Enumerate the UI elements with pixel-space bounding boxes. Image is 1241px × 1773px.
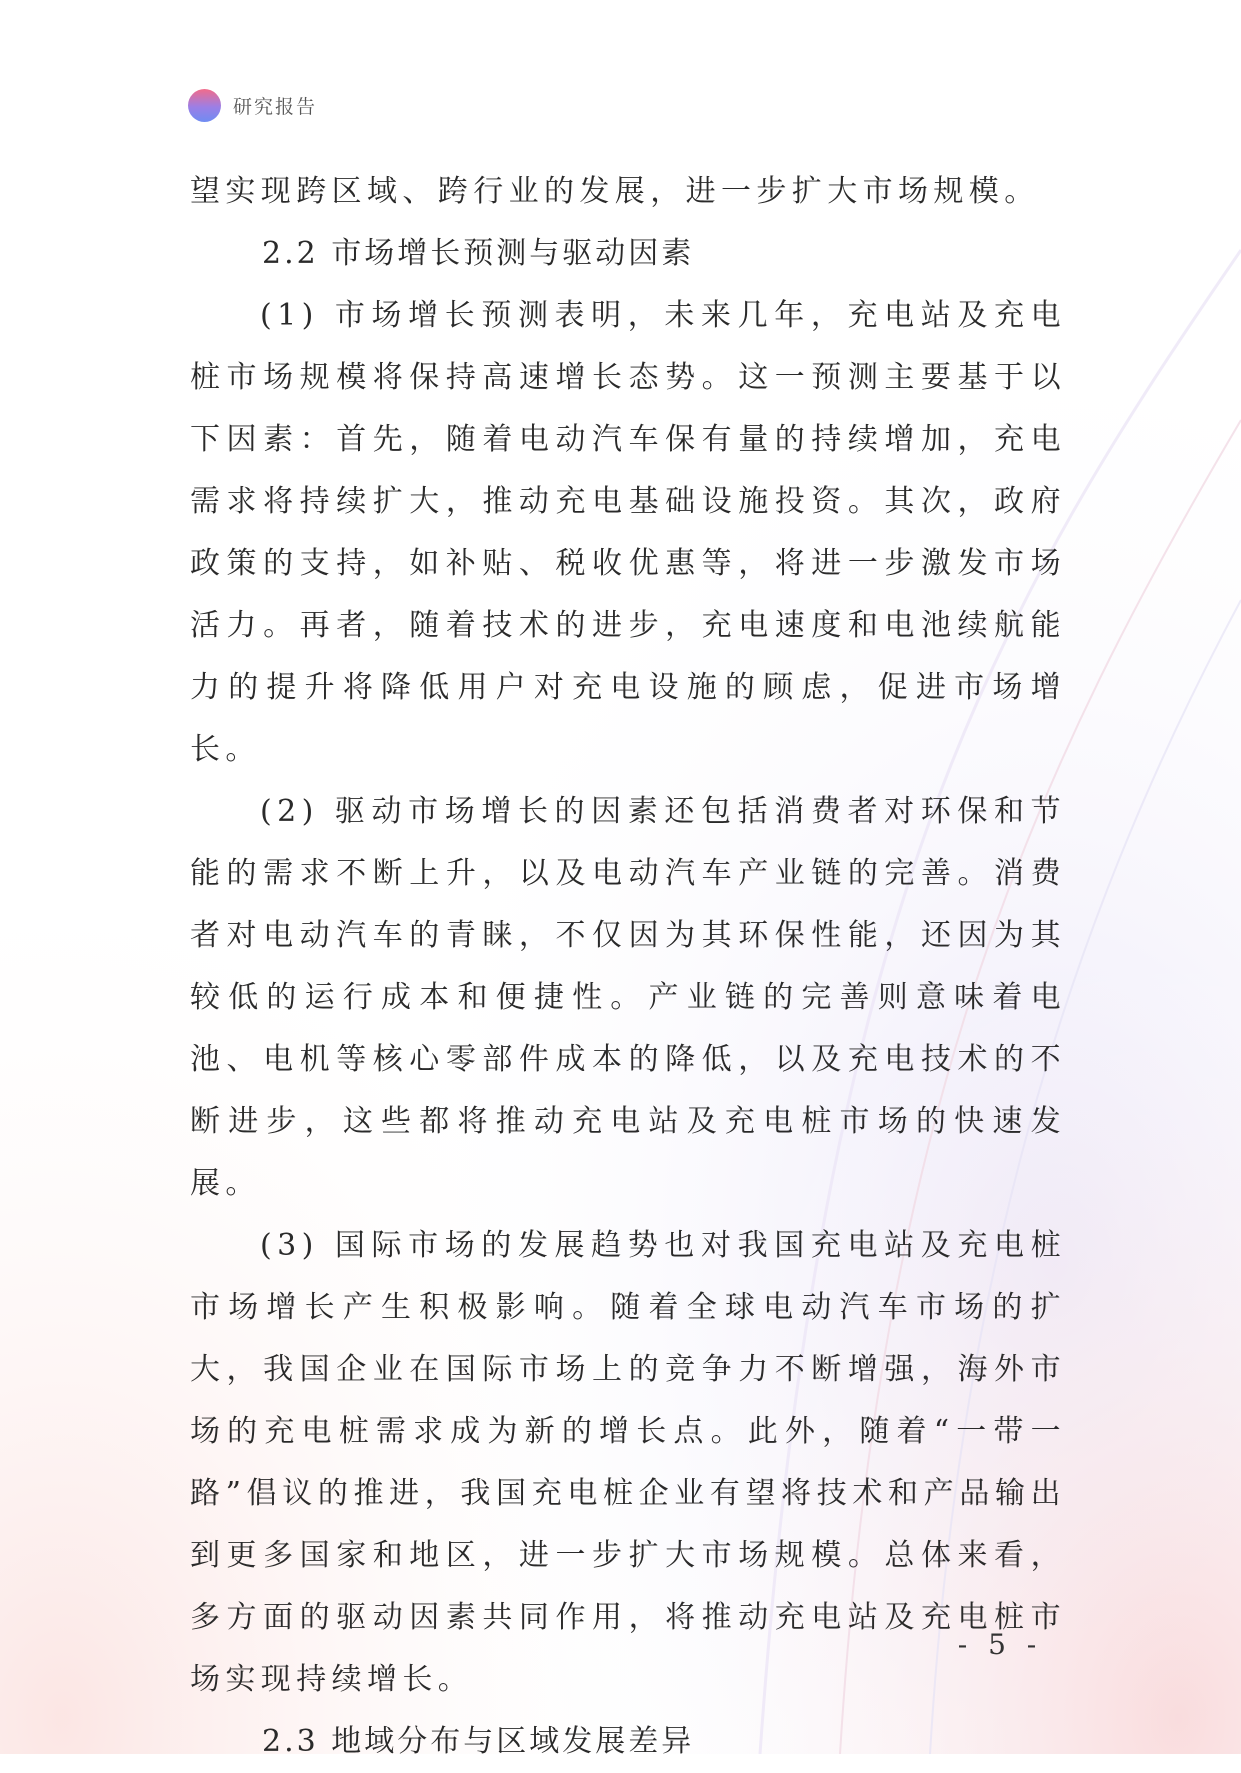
report-header (188, 88, 317, 122)
paragraph-2: (2) 驱动市场增长的因素还包括消费者对环保和节能的需求不断上升，以及电动汽车产业链的完善。消费者对电动汽车的青睐，不仅因为其环保性能，还因为其较低的运行成本和便捷性。产业链的完善则意味着电池、电机等核心零部件成本的降低，以及充电技术的不断进步，这些都将推动充电站及充电桩市场的快速发展。 (190, 794, 1066, 1201)
paragraph-continuation: 望实现跨区域、跨行业的发展，进一步扩大市场规模。 (190, 174, 1040, 209)
page-number: - 5 - (957, 1628, 1043, 1661)
paragraph-1: (1) 市场增长预测表明，未来几年，充电站及充电桩市场规模将保持高速增长态势。这一预测主要基于以下因素：首先，随着电动汽车保有量的持续增加，充电需求将持续扩大，推动充电基础设施投资。其次，政府政策的支持，如补贴、税收优惠等，将进一步激发市场活力。再者，随着技术的进步，充电速度和电池续航能力的提升将降低用户对充电设施的顾虑，促进市场增长。 (190, 298, 1066, 767)
header-title: 研究报告 (233, 95, 318, 118)
paragraph-3: (3) 国际市场的发展趋势也对我国充电站及充电桩市场增长产生积极影响。随着全球电动汽车市场的扩大，我国企业在国际市场上的竞争力不断增强，海外市场的充电桩需求成为新的增长点。此外，随着“一带一路”倡议的推进，我国充电桩企业有望将技术和产品输出到更多国家和地区，进一步扩大市场规模。总体来看，多方面的驱动因素共同作用，将推动充电站及充电桩市场实现持续增长。 (190, 1228, 1066, 1697)
section-heading-2-2: 2.2 市场增长预测与驱动因素 (262, 236, 695, 271)
document-body (190, 161, 1066, 1773)
section-heading-2-3: 2.3 地域分布与区域发展差异 (262, 1724, 695, 1759)
logo-circle-icon (188, 89, 221, 122)
